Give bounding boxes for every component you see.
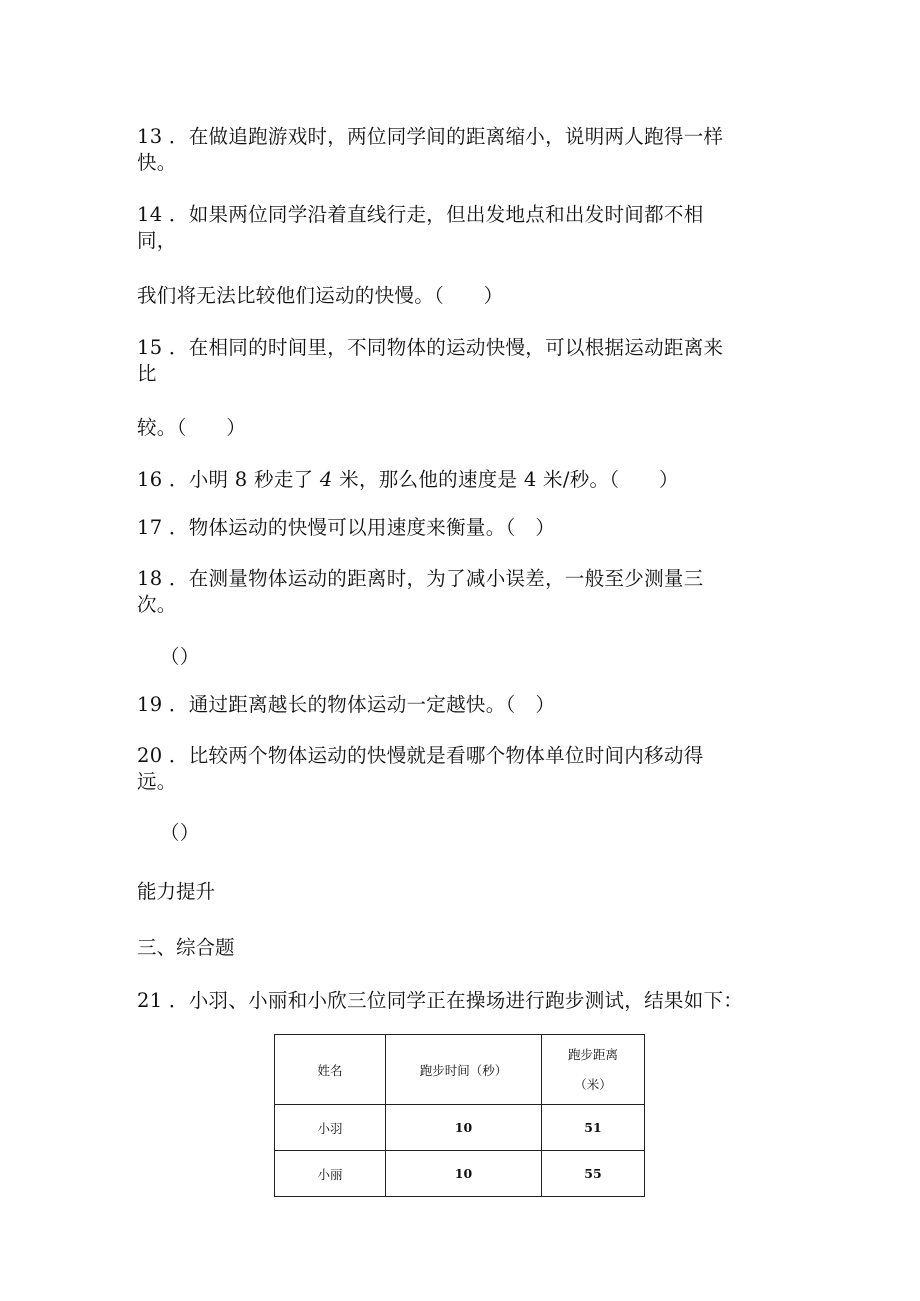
table-header-row (275, 1035, 645, 1105)
q15-line2: 比 (137, 362, 157, 385)
q20-line2: 远。 (137, 770, 177, 793)
q20-line1: 20 ．比较两个物体运动的快慢就是看哪个物体单位时间内移动得 (137, 744, 704, 767)
q16-post: 米，那么他的速度是 4 米/秒。（ ） (332, 468, 679, 491)
header-name: 姓名 (275, 1035, 386, 1105)
header-time: 跑步时间（秒） (386, 1035, 542, 1105)
q14-line1: 14 ．如果两位同学沿着直线行走，但出发地点和出发时间都不相 (137, 203, 704, 226)
row-name: 小羽 (275, 1105, 386, 1151)
q14-line2: 同， (137, 229, 177, 252)
q21-line: 21 ．小羽、小丽和小欣三位同学正在操场进行跑步测试，结果如下： (137, 989, 744, 1012)
row-distance: 55 (542, 1151, 645, 1197)
q18-line1: 18 ．在测量物体运动的距离时，为了减小误差，一般至少测量三 (137, 567, 704, 590)
q13-line2: 快。 (137, 151, 177, 174)
section-three-heading: 三、综合题 (137, 936, 235, 959)
table-row (275, 1105, 645, 1151)
q16-line (137, 467, 679, 493)
row-name: 小丽 (275, 1151, 386, 1197)
q13-line1: 13 ．在做追跑游戏时，两位同学间的距离缩小，说明两人跑得一样 (137, 125, 724, 148)
q18-line2: 次。 (137, 593, 177, 616)
q19-line: 19 ．通过距离越长的物体运动一定越快。（ ） (137, 693, 556, 716)
q16-italic-number: 4 (319, 468, 333, 491)
q16-pre: 16 ．小明 8 秒走了 (137, 468, 320, 491)
q15-line3: 较。（ ） (137, 416, 247, 439)
section-ability: 能力提升 (137, 880, 216, 903)
header-distance-line2: （米） (574, 1076, 612, 1092)
header-distance (542, 1035, 645, 1105)
q17-line: 17 ．物体运动的快慢可以用速度来衡量。（ ） (137, 516, 556, 539)
row-time: 10 (386, 1151, 542, 1197)
header-distance-line1: 跑步距离 (567, 1046, 618, 1062)
q15-line1: 15 ．在相同的时间里，不同物体的运动快慢，可以根据运动距离来 (137, 336, 724, 359)
q20-line3: （） (160, 821, 200, 844)
running-results-table (274, 1034, 645, 1197)
q18-line3: （） (160, 645, 200, 668)
row-time: 10 (386, 1105, 542, 1151)
table-row (275, 1151, 645, 1197)
row-distance: 51 (542, 1105, 645, 1151)
q14-line3: 我们将无法比较他们运动的快慢。（ ） (137, 284, 504, 307)
